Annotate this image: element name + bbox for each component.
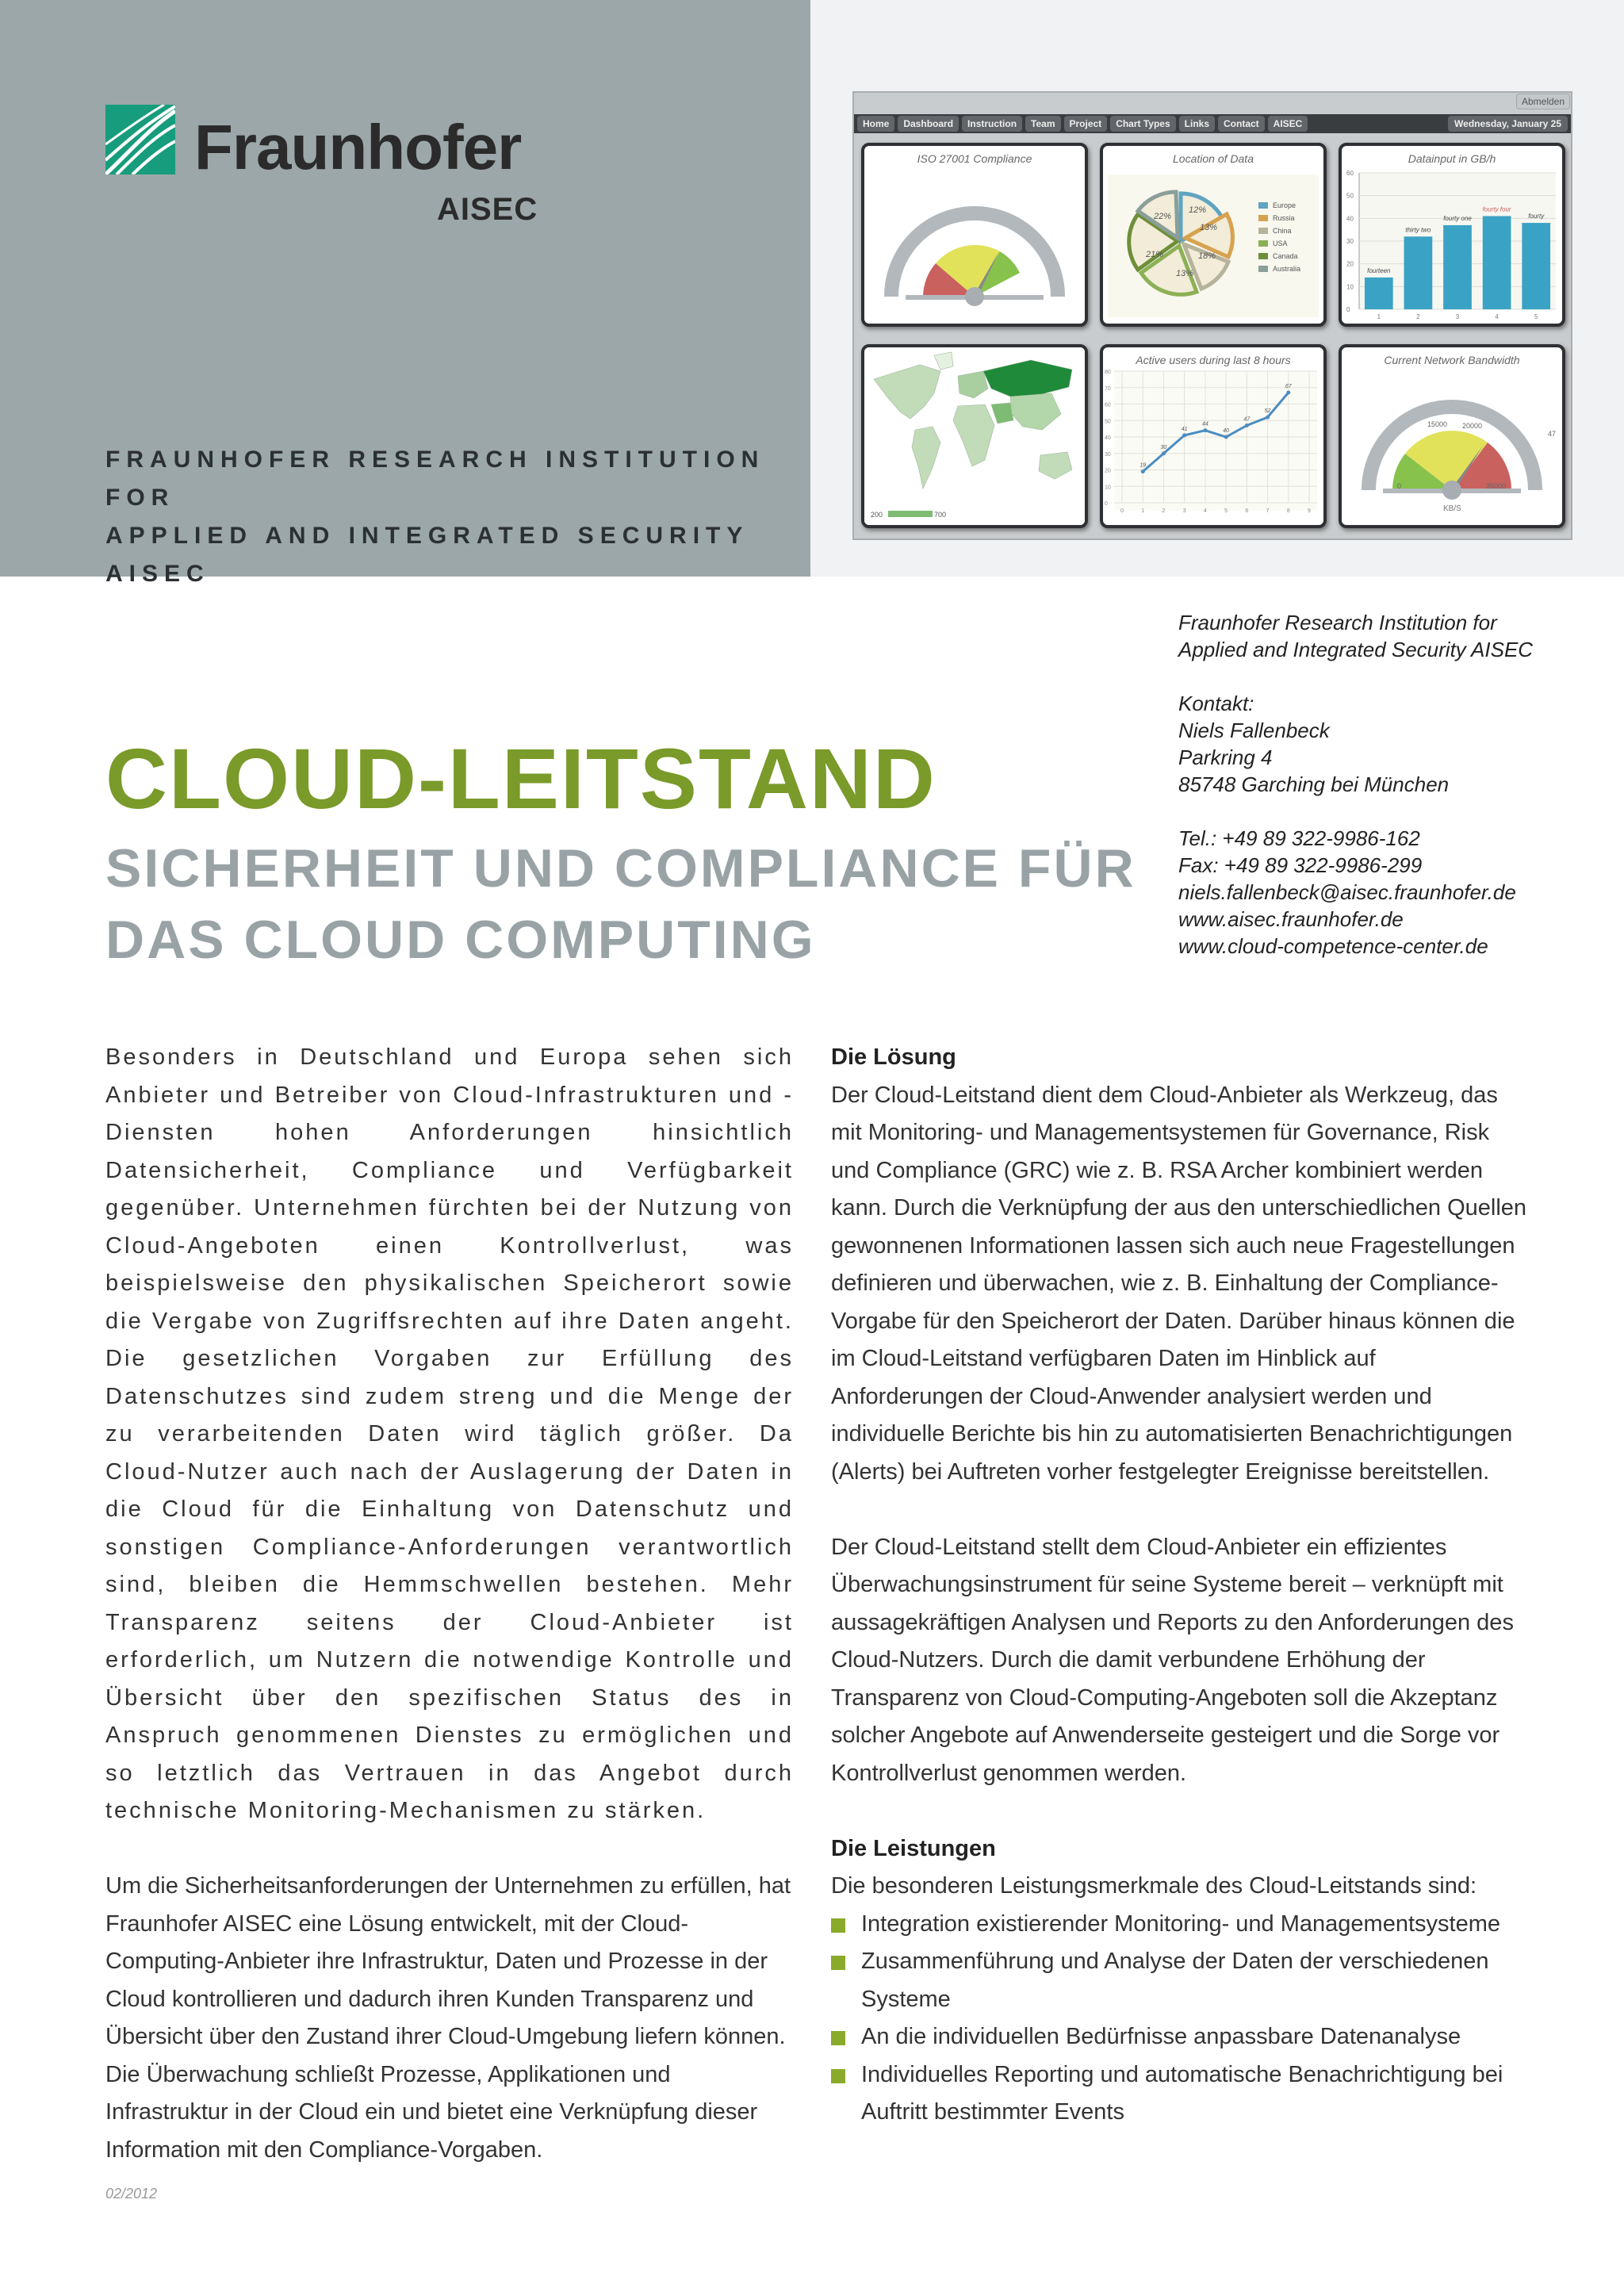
- paragraph-gap: [831, 1491, 1529, 1529]
- solution-paragraph: Um die Sicherheitsanforderungen der Unternehmen zu erfüllen, hat Fraunhofer AISEC eine Lösung entwickelt, mit der Cloud-Computing-Anbieter ihre Infrastruktur, Daten und Prozesse in der Cloud kontrollieren und dadurch ihren Kunden Transparenz und Übersicht über den Zustand ihrer Cloud-Umgebung liefern können. Die Überwachung schließt Prozesse, Applikationen und Infrastruktur in der Cloud ein und bietet eine Verknüpfung dieser Information mit den Compliance-Vorgaben.: [105, 1873, 791, 2163]
- logout-button[interactable]: Abmelden: [1516, 94, 1570, 109]
- x-tick-label: 9: [1308, 508, 1311, 514]
- iso-gauge: [864, 146, 1085, 324]
- gauge-mark: 15000: [1427, 420, 1448, 428]
- y-tick-label: 50: [1105, 419, 1111, 425]
- y-tick-label: 10: [1105, 485, 1111, 491]
- x-tick-label: 6: [1245, 508, 1249, 514]
- data-label: 41: [1181, 426, 1188, 432]
- x-tick-label: 4: [1495, 313, 1499, 320]
- x-tick-label: 1: [1377, 313, 1381, 320]
- nav-project[interactable]: Project: [1064, 116, 1108, 132]
- x-tick-label: 8: [1286, 508, 1290, 514]
- world-map: [864, 347, 1085, 525]
- section-heading-leistungen: Die Leistungen: [831, 1835, 996, 1861]
- contact-line: 85748 Garching bei München: [1178, 772, 1450, 796]
- map-legend-min: 200: [871, 511, 883, 519]
- nav-date: Wednesday, January 25: [1448, 116, 1568, 132]
- x-tick-label: 3: [1182, 508, 1186, 514]
- panel-iso-compliance: [861, 143, 1088, 327]
- x-tick-label: 3: [1455, 313, 1460, 320]
- pie-label: 22%: [1154, 212, 1172, 221]
- panel-location-of-data: [1100, 143, 1327, 327]
- contact-fax: Fax: +49 89 322-9986-299: [1178, 853, 1423, 877]
- x-tick-label: 0: [1120, 508, 1124, 514]
- paragraph-gap: [831, 1792, 1529, 1830]
- left-column: [105, 1039, 794, 2169]
- contact-block: [1178, 609, 1533, 960]
- location-pie: [1103, 146, 1323, 324]
- page-title: CLOUD-LEITSTAND: [105, 730, 936, 826]
- fraunhofer-logo-icon: [105, 105, 175, 174]
- y-tick-label: 70: [1105, 385, 1111, 392]
- data-label: 30: [1160, 444, 1167, 450]
- page-subtitle: [105, 833, 1136, 975]
- active-users-line-chart: [1103, 347, 1323, 525]
- y-tick-label: 60: [1105, 402, 1111, 408]
- data-label: 19: [1139, 462, 1147, 469]
- panel-datainput: [1339, 143, 1565, 327]
- x-tick-label: 5: [1224, 508, 1228, 514]
- institute-line-1: FRAUNHOFER RESEARCH INSTITUTION FOR: [105, 446, 765, 511]
- contact-spacer: [1178, 663, 1533, 690]
- intro-paragraph: Besonders in Deutschland und Europa sehen sich Anbieter und Betreiber von Cloud-Infrastrukturen und -Diensten hohen Anforderungen hinsichtlich Datensicherheit, Compliance und Verfügbarkeit gegenüber. Unternehmen fürchten bei der Nutzung von Cloud-Angeboten einen Kontrollverlust, was beispielsweise den physikalischen Speicherort sowie die Vergabe von Zugriffsrechten auf ihre Daten angeht. Die gesetzlichen Vorgaben zur Erfüllung des Datenschutzes sind zudem streng und die Menge der zu verarbeitenden Daten wird täglich größer. Da Cloud-Nutzer auch nach der Auslagerung der Daten in die Cloud für die Einhaltung von Datenschutz und sonstigen Compliance-Anforderungen verantwortlich sind, bleiben die Hemmschwellen bestehen. Mehr Transparenz seitens der Cloud-Anbieter ist erforderlich, um Nutzern die notwendige Kontrolle und Übersicht über den spezifischen Status des in Anspruch genommenen Dienstes zu ermöglichen und so letztlich das Vertrauen in das Angebot durch technische Monitoring-Mechanismen zu stärken.: [105, 1044, 794, 1823]
- data-point: [1203, 428, 1207, 432]
- bar: [1483, 216, 1511, 309]
- y-tick-label: 10: [1346, 283, 1354, 291]
- x-tick-label: 4: [1203, 508, 1207, 514]
- leistungen-list-item: Individuelles Reporting und automatische Benachrichtigung bei Auftritt bestimmter Events: [831, 2056, 1529, 2132]
- pie-label: 18%: [1198, 251, 1216, 261]
- panel-title: Datainput in GB/h: [1408, 152, 1496, 165]
- loesung-paragraph-2: Der Cloud-Leitstand stellt dem Cloud-Anbieter ein effizientes Überwachungsinstrument für seine Systeme bereit – verknüpft mit aussagekräftigen Analysen und Reports zu den Anforderungen des Cloud-Nutzers. Durch die damit verbundene Erhöhung der Transparenz von Cloud-Computing-Angeboten soll die Akzeptanz solcher Angebote auf Anwenderseite gesteigert und die Sorge vor Kontrollverlust genommen werden.: [831, 1534, 1514, 1786]
- map-legend-max: 700: [934, 511, 947, 519]
- subtitle-line-2: DAS CLOUD COMPUTING: [105, 910, 816, 970]
- bar: [1404, 236, 1433, 309]
- pie-label: 13%: [1200, 223, 1218, 232]
- dashboard-navbar: [854, 114, 1571, 133]
- bar: [1522, 223, 1550, 309]
- y-tick-label: 50: [1346, 192, 1354, 200]
- bar: [1365, 278, 1393, 309]
- leistungen-list-item: An die individuellen Bedürfnisse anpassbare Datenanalyse: [831, 2018, 1529, 2056]
- data-point: [1162, 451, 1166, 455]
- gauge-side-value: 47: [1548, 430, 1557, 438]
- contact-phone: Tel.: +49 89 322-9986-162: [1178, 826, 1420, 850]
- x-tick-label: 5: [1534, 313, 1538, 320]
- gauge-mark: 0: [1397, 482, 1402, 490]
- nav-team[interactable]: Team: [1025, 116, 1060, 132]
- y-tick-label: 0: [1105, 501, 1108, 507]
- contact-line: Parkring 4: [1178, 745, 1273, 769]
- panel-active-users: [1100, 344, 1327, 528]
- logo-wordmark: Fraunhofer: [194, 112, 522, 182]
- header-left-band: [0, 0, 810, 587]
- bar: [1443, 225, 1472, 309]
- gauge-unit: KB/S: [1443, 504, 1461, 513]
- contact-line: Kontakt:: [1178, 692, 1254, 715]
- y-tick-label: 20: [1105, 468, 1111, 474]
- y-tick-label: 80: [1105, 370, 1111, 375]
- data-point: [1286, 390, 1290, 394]
- nav-contact[interactable]: Contact: [1218, 116, 1265, 132]
- data-point: [1141, 469, 1145, 473]
- contact-email-link[interactable]: niels.fallenbeck@aisec.fraunhofer.de: [1178, 880, 1516, 904]
- bar-value-label: thirty two: [1405, 226, 1431, 234]
- data-point: [1266, 416, 1270, 420]
- nav-dashboard[interactable]: Dashboard: [898, 116, 959, 132]
- data-label: 40: [1223, 428, 1230, 434]
- x-tick-label: 2: [1416, 313, 1420, 320]
- right-column: [831, 1039, 1529, 2132]
- contact-line: Niels Fallenbeck: [1178, 719, 1330, 742]
- bar-value-label: fourty four: [1482, 205, 1511, 213]
- data-label: 44: [1201, 421, 1208, 427]
- data-point: [1182, 433, 1186, 437]
- panel-title: Current Network Bandwidth: [1384, 354, 1520, 366]
- x-tick-label: 7: [1266, 508, 1270, 514]
- section-heading-loesung: Die Lösung: [831, 1044, 956, 1070]
- map-legend-gradient: [888, 511, 933, 517]
- panel-title: Active users during last 8 hours: [1136, 354, 1291, 366]
- bar-value-label: fourteen: [1367, 266, 1391, 274]
- bar-value-label: fourty one: [1443, 214, 1472, 222]
- datainput-bar-chart: [1342, 146, 1562, 324]
- fraunhofer-logo: [105, 105, 550, 232]
- contact-web-link[interactable]: www.aisec.fraunhofer.de: [1178, 907, 1404, 931]
- legend-canada: Canada: [1273, 252, 1298, 260]
- contact-line: Fraunhofer Research Institution for: [1178, 611, 1497, 634]
- data-label: 67: [1285, 383, 1292, 389]
- contact-web-link-2[interactable]: www.cloud-competence-center.de: [1178, 934, 1488, 958]
- logo-subtitle: AISEC: [437, 192, 538, 227]
- y-tick-label: 40: [1105, 435, 1111, 441]
- loesung-paragraph-1: Der Cloud-Leitstand dient dem Cloud-Anbieter als Werkzeug, das mit Monitoring- und Managementsystemen für Governance, Risk und Compliance (GRC) wie z. B. RSA Archer kombiniert werden kann. Durch die Verknüpfung der aus den unterschiedlichen Quellen gewonnenen Informationen lassen sich auch neue Fragestellungen definieren und überwachen, wie z. B. Einhaltung der Compliance-Vorgabe für den Speicherort der Daten. Darüber hinaus können die im Cloud-Leitstand verfügbaren Daten im Hinblick auf Anforderungen der Cloud-Anwender analysiert werden und individuelle Berichte bis hin zu automatisierten Benachrichtigungen (Alerts) bei Auftreten vorher festgelegter Ereignisse bereitstellen.: [831, 1082, 1527, 1485]
- contact-line: Applied and Integrated Security AISEC: [1178, 638, 1534, 661]
- leistungen-list-item: Integration existierender Monitoring- und Managementsysteme: [831, 1906, 1529, 1944]
- data-label: 47: [1243, 416, 1251, 423]
- panel-network-bandwidth: [1339, 344, 1565, 528]
- gauge-mark: 35000: [1486, 482, 1507, 490]
- nav-instruction[interactable]: Instruction: [962, 116, 1022, 132]
- legend-china: China: [1273, 227, 1292, 235]
- institute-name: [105, 441, 810, 593]
- panel-title: Location of Data: [1173, 152, 1254, 165]
- legend-australia: Australia: [1273, 265, 1301, 273]
- bar-value-label: fourty: [1528, 213, 1545, 220]
- data-point: [1245, 423, 1249, 427]
- data-label: 52: [1264, 408, 1271, 415]
- legend-russia: Russia: [1273, 214, 1295, 222]
- bandwidth-gauge: [1342, 347, 1562, 525]
- panel-world-map: [861, 344, 1088, 528]
- nav-home[interactable]: Home: [857, 116, 894, 132]
- y-tick-label: 30: [1105, 451, 1111, 458]
- legend-europe: Europe: [1273, 201, 1297, 209]
- panel-title: ISO 27001 Compliance: [917, 152, 1032, 165]
- paragraph-gap: [105, 1830, 794, 1868]
- pie-label: 12%: [1189, 205, 1207, 215]
- y-tick-label: 60: [1346, 170, 1354, 177]
- subtitle-line-1: SICHERHEIT UND COMPLIANCE FÜR: [105, 838, 1136, 899]
- y-tick-label: 0: [1346, 306, 1350, 313]
- y-tick-label: 40: [1346, 215, 1354, 223]
- x-tick-label: 1: [1141, 508, 1145, 514]
- footer-date: 02/2012: [105, 2186, 158, 2202]
- institute-line-2: APPLIED AND INTEGRATED SECURITY AISEC: [105, 523, 749, 587]
- leistungen-intro: Die besonderen Leistungsmerkmale des Cloud-Leitstands sind:: [831, 1873, 1477, 1899]
- data-point: [1224, 435, 1228, 439]
- contact-spacer: [1178, 798, 1533, 825]
- y-tick-label: 20: [1346, 260, 1354, 268]
- y-tick-label: 30: [1346, 238, 1354, 245]
- nav-chart-types[interactable]: Chart Types: [1110, 116, 1175, 132]
- nav-aisec[interactable]: AISEC: [1268, 116, 1308, 132]
- gauge-mark: 20000: [1462, 422, 1483, 430]
- x-tick-label: 2: [1162, 508, 1166, 514]
- legend-usa: USA: [1273, 240, 1288, 247]
- leistungen-list-item: Zusammenführung und Analyse der Daten der verschiedenen Systeme: [831, 1943, 1529, 2018]
- nav-links[interactable]: Links: [1179, 116, 1215, 132]
- pie-label: 21%: [1146, 250, 1164, 259]
- pie-label: 13%: [1176, 269, 1194, 278]
